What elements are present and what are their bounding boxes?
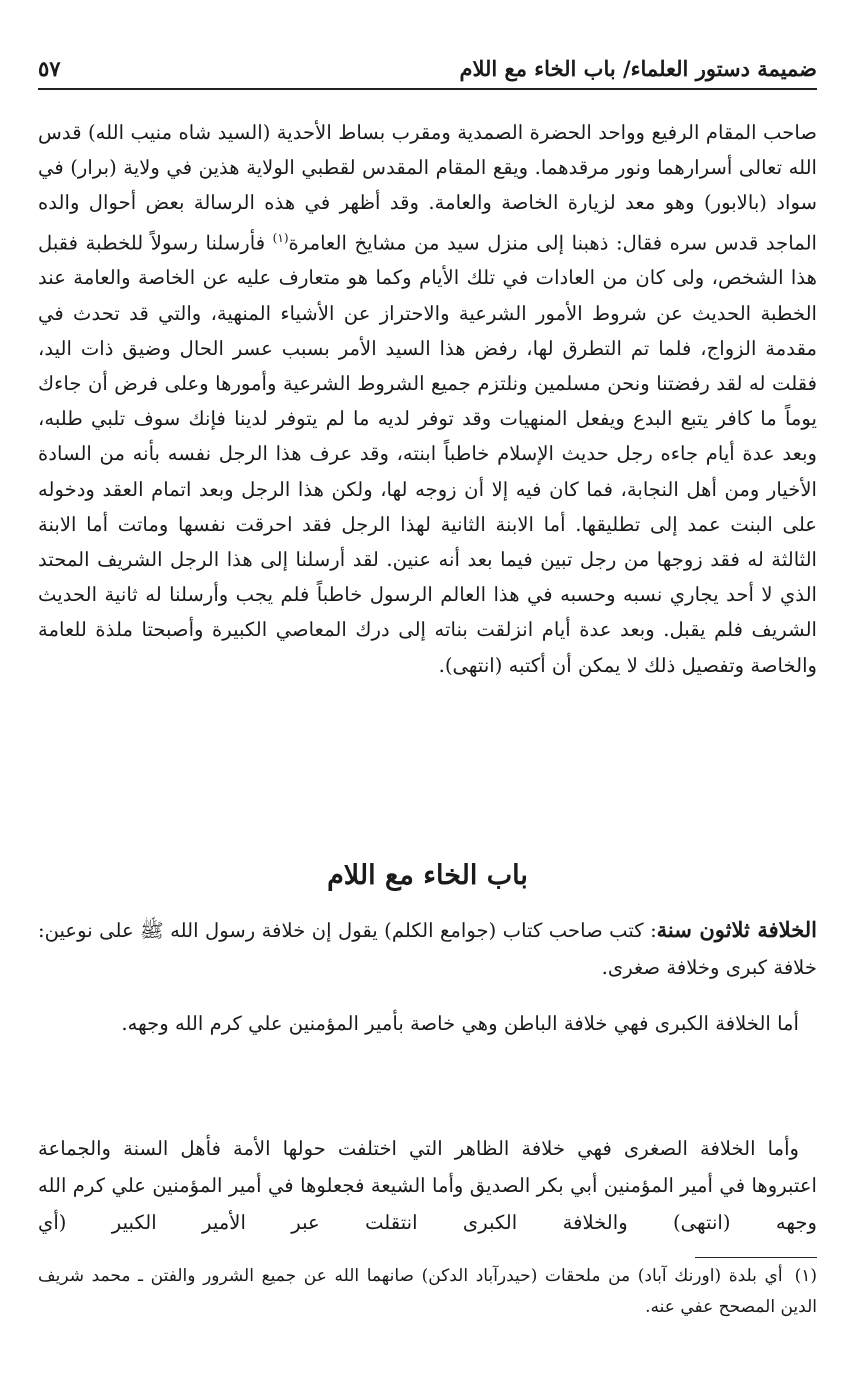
chapter-heading: باب الخاء مع اللام	[327, 860, 528, 891]
page-number: ٥٧	[38, 56, 61, 81]
section-intro	[38, 911, 817, 986]
section-intro-paragraph	[38, 911, 817, 986]
section-paragraph-3	[38, 1130, 817, 1241]
paragraph-text: صاحب المقام الرفيع وواحد الحضرة الصمدية ومقرب بساط الأحدية (السيد شاه منيب الله) قدس الله تعالى أسرارهما ونور مرقدهما. ويقع المقام المقدس لقطبي الولاية هذين في ولاية (برار) في سواد (بالابور) وهو معد لزيارة الخاصة والعامة. وقد أظهر في هذه الرسالة بعض أحوال والده الماجد قدس سره فقال: ذهبنا إلى منزل سيد من مشايخ العامرة	[38, 121, 817, 255]
footnote-divider	[695, 1257, 817, 1258]
section-paragraph-3-text: وأما الخلافة الصغرى فهي خلافة الظاهر التي اختلفت حولها الأمة فأهل السنة والجماعة اعتبروها في أمير المؤمنين أبي بكر الصديق وأما الشيعة فجعلوها في أمير المؤمنين علي كرم الله وجهه (انتهى) والخلافة الكبرى انتقلت عبر الأمير الكبير (أي	[38, 1137, 817, 1234]
footnote	[38, 1261, 817, 1323]
footnote-reference: (١)	[272, 230, 289, 245]
section-paragraph-2-text: أما الخلافة الكبرى فهي خلافة الباطن وهي خاصة بأمير المؤمنين علي كرم الله وجهه.	[121, 1012, 799, 1035]
section-paragraph-2	[38, 1002, 817, 1046]
body-text	[38, 115, 817, 683]
header-title: ضميمة دستور العلماء/ باب الخاء مع اللام	[459, 56, 817, 81]
paragraph-continuation: فأرسلنا رسولاً للخطبة فقبل هذا الشخص، ولى كان من العادات في تلك الأيام وكما هو متعارف عليه عن الخاصة والعامة عند الخطبة الحديث عن شروط الأمور الشرعية والاحتراز عن الأشياء المنهية، والتي قد تحدث في مقدمة الزواج، فلما تم التطرق لها، رفض هذا السيد الأمر بسبب عسر الحال وضيق ذات اليد، فقلت له لقد رفضتنا ونحن مسلمين ونلتزم جميع الشروط الشرعية وأمورها وعلى فرض أن جاءك يوماً ما كافر يتبع البدع ويفعل المنهيات وقد توفر لديه ما لم يتوفر لدينا فإنك سوف تلبي طلبه، وبعد عدة أيام جاءه رجل حديث الإسلام خاطباً ابنته، وقد عرف هذا الرجل نفسه بأنه من السادة الأخيار ومن أهل النجابة، فما كان فيه إلا أن زوجه لها، ولكن هذا الرجل وبعد اتمام العقد ودخوله على البنت عمد إلى تطليقها. أما الابنة الثانية لهذا الرجل فقد احرقت نفسها وماتت أما الابنة الثالثة له فقد زوجها من رجل تبين فيما بعد أنه عنين. لقد أرسلنا إلى هذا الرجل الشريف المحتد الذي لا أحد يجاري نسبه وحسبه في هذا العالم الرسول خاطباً فلم يجب وأرسلنا له ثانية الحديث الشريف فلم يقبل. وبعد عدة أيام انزلقت بناته إلى درك المعاصي الكبيرة وأصبحتا ملذة للعامة والخاصة وتفصيل ذلك لا يمكن أن أكتبه (انتهى).	[38, 231, 817, 677]
running-header	[38, 48, 817, 90]
footnote-marker: (١)	[794, 1266, 817, 1286]
section-intro-text: : كتب صاحب كتاب (جوامع الكلم) يقول إن خلافة رسول الله ﷺ على نوعين: خلافة كبرى وخلافة صغرى.	[38, 919, 817, 979]
section-term: الخلافة ثلاثون سنة	[656, 917, 817, 942]
main-paragraph	[38, 115, 817, 683]
footnote-text: أي بلدة (اورنك آباد) من ملحقات (حيدرآباد الدكن) صانهما الله عن جميع الشرور والفتن ـ محمد شريف الدين المصحح عفي عنه.	[38, 1266, 817, 1317]
